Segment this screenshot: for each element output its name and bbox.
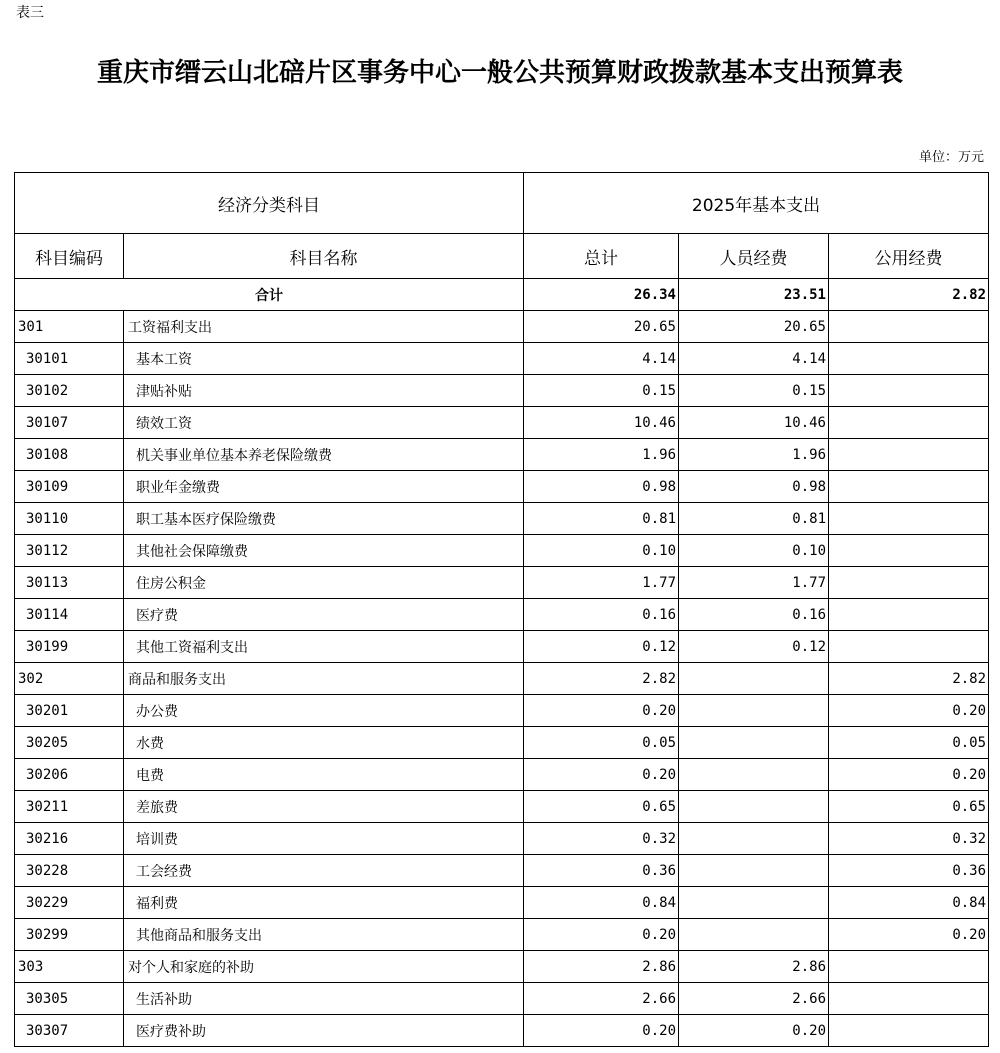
row-name: 基本工资 [124,343,524,375]
table-row [15,727,989,759]
row-name: 机关事业单位基本养老保险缴费 [124,439,524,471]
header-econ-category: 经济分类科目 [15,173,524,234]
row-name: 其他商品和服务支出 [124,919,524,951]
row-total: 4.14 [524,343,679,375]
header-total: 总计 [524,234,679,279]
header-basic-expenditure: 2025年基本支出 [524,173,989,234]
row-personnel [679,727,829,759]
table-row [15,855,989,887]
row-total: 20.65 [524,311,679,343]
row-code: 30113 [15,567,124,599]
row-personnel [679,695,829,727]
row-name: 差旅费 [124,791,524,823]
row-public [829,951,989,983]
row-name: 职业年金缴费 [124,471,524,503]
row-personnel: 0.98 [679,471,829,503]
row-total: 0.32 [524,823,679,855]
row-name: 水费 [124,727,524,759]
row-public [829,567,989,599]
row-personnel: 1.77 [679,567,829,599]
row-code: 303 [15,951,124,983]
table-row [15,567,989,599]
row-personnel: 20.65 [679,311,829,343]
total-label: 合计 [15,279,524,311]
table-row [15,887,989,919]
table-row [15,375,989,407]
table-row [15,631,989,663]
row-total: 2.86 [524,951,679,983]
row-public [829,535,989,567]
row-public: 0.20 [829,759,989,791]
header-personnel: 人员经费 [679,234,829,279]
row-public [829,983,989,1015]
row-code: 30102 [15,375,124,407]
row-total: 0.81 [524,503,679,535]
row-code: 30206 [15,759,124,791]
header-row-top [15,173,989,234]
row-total: 2.66 [524,983,679,1015]
row-name: 商品和服务支出 [124,663,524,695]
row-name: 福利费 [124,887,524,919]
row-code: 301 [15,311,124,343]
row-total: 0.20 [524,1015,679,1047]
row-public: 0.32 [829,823,989,855]
table-row [15,983,989,1015]
total-total: 26.34 [524,279,679,311]
table-row [15,951,989,983]
row-personnel: 4.14 [679,343,829,375]
row-name: 住房公积金 [124,567,524,599]
row-code: 30305 [15,983,124,1015]
row-personnel [679,791,829,823]
row-public [829,439,989,471]
row-code: 30299 [15,919,124,951]
row-name: 职工基本医疗保险缴费 [124,503,524,535]
row-public: 0.20 [829,919,989,951]
row-public [829,407,989,439]
row-public: 0.05 [829,727,989,759]
row-code: 30229 [15,887,124,919]
row-name: 医疗费补助 [124,1015,524,1047]
total-row [15,279,989,311]
row-code: 30216 [15,823,124,855]
header-row-columns [15,234,989,279]
row-total: 0.15 [524,375,679,407]
row-name: 工会经费 [124,855,524,887]
row-public [829,343,989,375]
row-personnel [679,919,829,951]
row-name: 办公费 [124,695,524,727]
row-public: 0.36 [829,855,989,887]
row-personnel: 10.46 [679,407,829,439]
row-total: 0.10 [524,535,679,567]
row-name: 其他工资福利支出 [124,631,524,663]
row-personnel: 0.15 [679,375,829,407]
row-total: 0.98 [524,471,679,503]
table-row [15,503,989,535]
table-row [15,823,989,855]
row-personnel: 2.86 [679,951,829,983]
row-public [829,599,989,631]
row-name: 培训费 [124,823,524,855]
row-name: 医疗费 [124,599,524,631]
row-code: 30205 [15,727,124,759]
row-personnel [679,759,829,791]
row-public [829,311,989,343]
row-personnel: 0.16 [679,599,829,631]
row-public [829,503,989,535]
table-label: 表三 [16,5,44,21]
table-row [15,599,989,631]
row-total: 2.82 [524,663,679,695]
budget-table [14,172,989,1047]
row-total: 0.36 [524,855,679,887]
table-row [15,663,989,695]
row-personnel: 0.81 [679,503,829,535]
row-personnel: 2.66 [679,983,829,1015]
row-name: 对个人和家庭的补助 [124,951,524,983]
row-public [829,631,989,663]
row-personnel [679,887,829,919]
row-name: 津贴补贴 [124,375,524,407]
row-total: 0.20 [524,919,679,951]
row-personnel: 0.20 [679,1015,829,1047]
table-row [15,343,989,375]
table-row [15,919,989,951]
row-total: 1.96 [524,439,679,471]
row-total: 10.46 [524,407,679,439]
row-code: 30201 [15,695,124,727]
row-personnel [679,823,829,855]
table-row [15,791,989,823]
row-code: 30114 [15,599,124,631]
row-name: 其他社会保障缴费 [124,535,524,567]
row-code: 30228 [15,855,124,887]
row-code: 30109 [15,471,124,503]
row-public: 0.65 [829,791,989,823]
table-row [15,535,989,567]
row-personnel: 0.12 [679,631,829,663]
row-total: 0.65 [524,791,679,823]
row-personnel [679,855,829,887]
row-code: 30211 [15,791,124,823]
row-personnel [679,663,829,695]
row-public [829,1015,989,1047]
row-total: 0.20 [524,695,679,727]
row-code: 30101 [15,343,124,375]
row-code: 30110 [15,503,124,535]
table-row [15,311,989,343]
total-public: 2.82 [829,279,989,311]
table-row [15,1015,989,1047]
row-public: 0.84 [829,887,989,919]
row-total: 0.05 [524,727,679,759]
row-code: 30108 [15,439,124,471]
row-code: 30307 [15,1015,124,1047]
total-personnel: 23.51 [679,279,829,311]
row-name: 生活补助 [124,983,524,1015]
row-total: 0.84 [524,887,679,919]
row-total: 0.16 [524,599,679,631]
table-row [15,695,989,727]
row-total: 1.77 [524,567,679,599]
row-name: 电费 [124,759,524,791]
row-public: 0.20 [829,695,989,727]
header-name: 科目名称 [124,234,524,279]
row-code: 30107 [15,407,124,439]
row-public [829,375,989,407]
row-code: 30112 [15,535,124,567]
row-code: 30199 [15,631,124,663]
row-personnel: 0.10 [679,535,829,567]
table-row [15,471,989,503]
row-total: 0.12 [524,631,679,663]
row-public: 2.82 [829,663,989,695]
row-total: 0.20 [524,759,679,791]
unit-note: 单位：万元 [918,150,984,165]
page-title: 重庆市缙云山北碚片区事务中心一般公共预算财政拨款基本支出预算表 [96,58,903,88]
table-row [15,407,989,439]
row-code: 302 [15,663,124,695]
row-public [829,471,989,503]
header-public: 公用经费 [829,234,989,279]
row-name: 工资福利支出 [124,311,524,343]
table-row [15,439,989,471]
row-personnel: 1.96 [679,439,829,471]
table-row [15,759,989,791]
header-code: 科目编码 [15,234,124,279]
row-name: 绩效工资 [124,407,524,439]
